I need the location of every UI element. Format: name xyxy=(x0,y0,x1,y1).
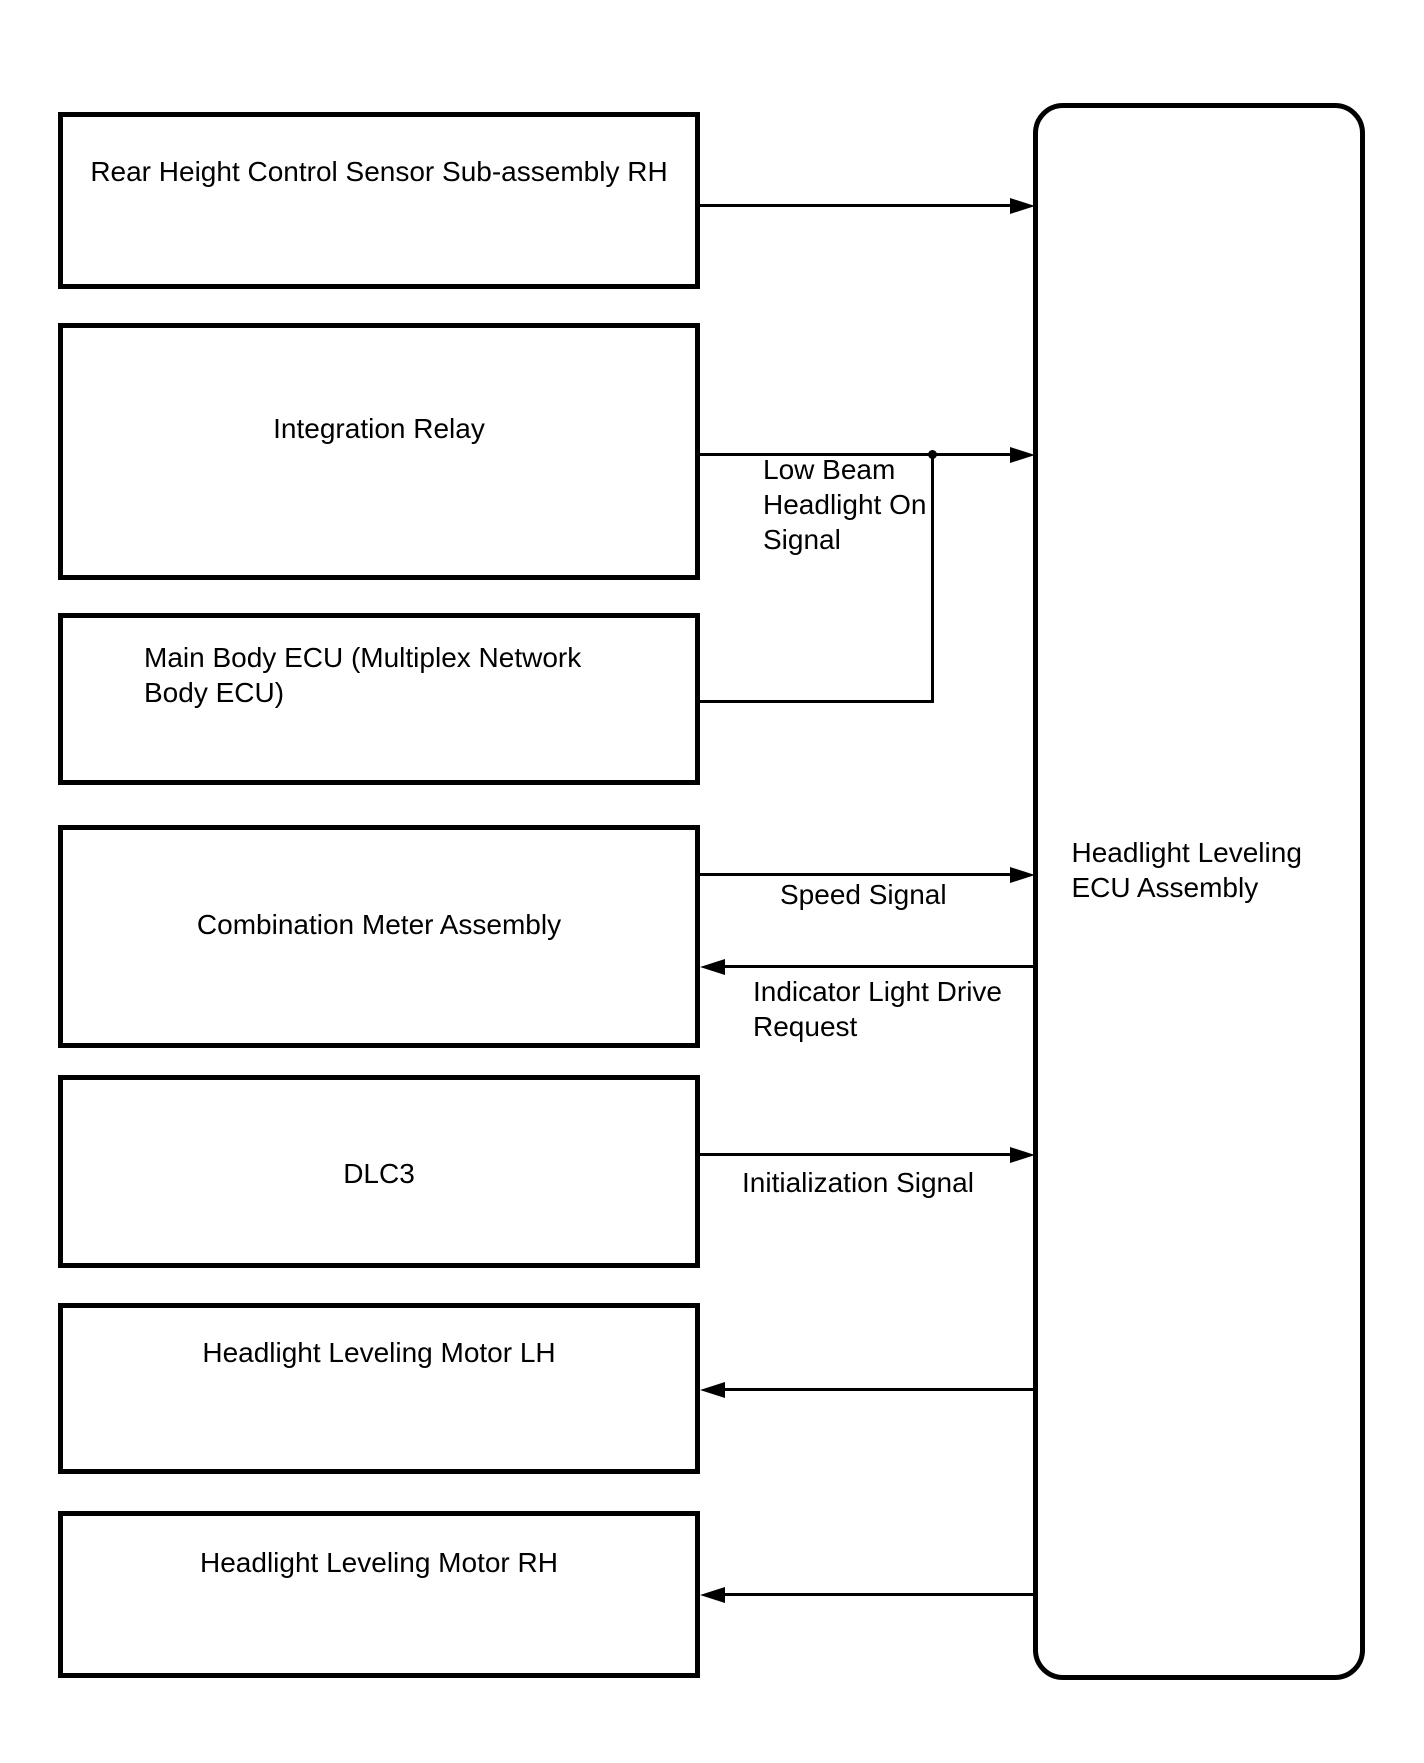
arrowhead-right-icon xyxy=(1010,1147,1035,1163)
node-rear-height-control-sensor xyxy=(58,112,700,289)
connector-hline-main-body-ecu xyxy=(700,700,934,703)
arrowhead-left-icon xyxy=(700,1382,725,1398)
arrow-line-indicator-request xyxy=(723,965,1035,968)
signal-label-low-beam: Low Beam Headlight On Signal xyxy=(763,454,927,555)
arrowhead-left-icon xyxy=(700,959,725,975)
node-label-dlc3: DLC3 xyxy=(343,1158,415,1189)
node-main-body-ecu xyxy=(58,613,700,785)
arrowhead-right-icon xyxy=(1010,447,1035,463)
node-label-integration-relay: Integration Relay xyxy=(273,413,485,444)
arrow-line-to-motor-lh xyxy=(723,1388,1035,1391)
signal-label-speed: Speed Signal xyxy=(780,879,947,910)
node-label-rear-height-control-sensor: Rear Height Control Sensor Sub-assembly RH xyxy=(90,156,668,187)
node-label-main-body-ecu: Main Body ECU (Multiplex Network Body ECU) xyxy=(144,642,582,708)
node-label-headlight-leveling-ecu: Headlight Leveling ECU Assembly xyxy=(1071,837,1302,903)
signal-label-indicator: Indicator Light Drive Request xyxy=(753,976,1003,1042)
node-headlight-leveling-ecu xyxy=(1033,103,1365,1680)
node-dlc3 xyxy=(58,1075,700,1268)
arrowhead-left-icon xyxy=(700,1587,725,1603)
node-combination-meter xyxy=(58,825,700,1048)
node-headlight-leveling-motor-lh xyxy=(58,1303,700,1474)
node-label-combination-meter: Combination Meter Assembly xyxy=(196,909,562,940)
arrowhead-right-icon xyxy=(1010,867,1035,883)
arrow-line-initialization-signal xyxy=(700,1153,1012,1156)
node-integration-relay xyxy=(58,323,700,580)
arrow-line-speed-signal xyxy=(700,873,1012,876)
signal-label-initialization: Initialization Signal xyxy=(742,1167,974,1198)
arrow-line-to-motor-rh xyxy=(723,1593,1035,1596)
node-label-headlight-leveling-motor-rh: Headlight Leveling Motor RH xyxy=(200,1547,558,1578)
node-label-headlight-leveling-motor-lh: Headlight Leveling Motor LH xyxy=(202,1337,556,1368)
node-headlight-leveling-motor-rh xyxy=(58,1511,700,1678)
arrow-line-rear-height-sensor-to-ecu xyxy=(700,204,1012,207)
arrowhead-right-icon xyxy=(1010,198,1035,214)
